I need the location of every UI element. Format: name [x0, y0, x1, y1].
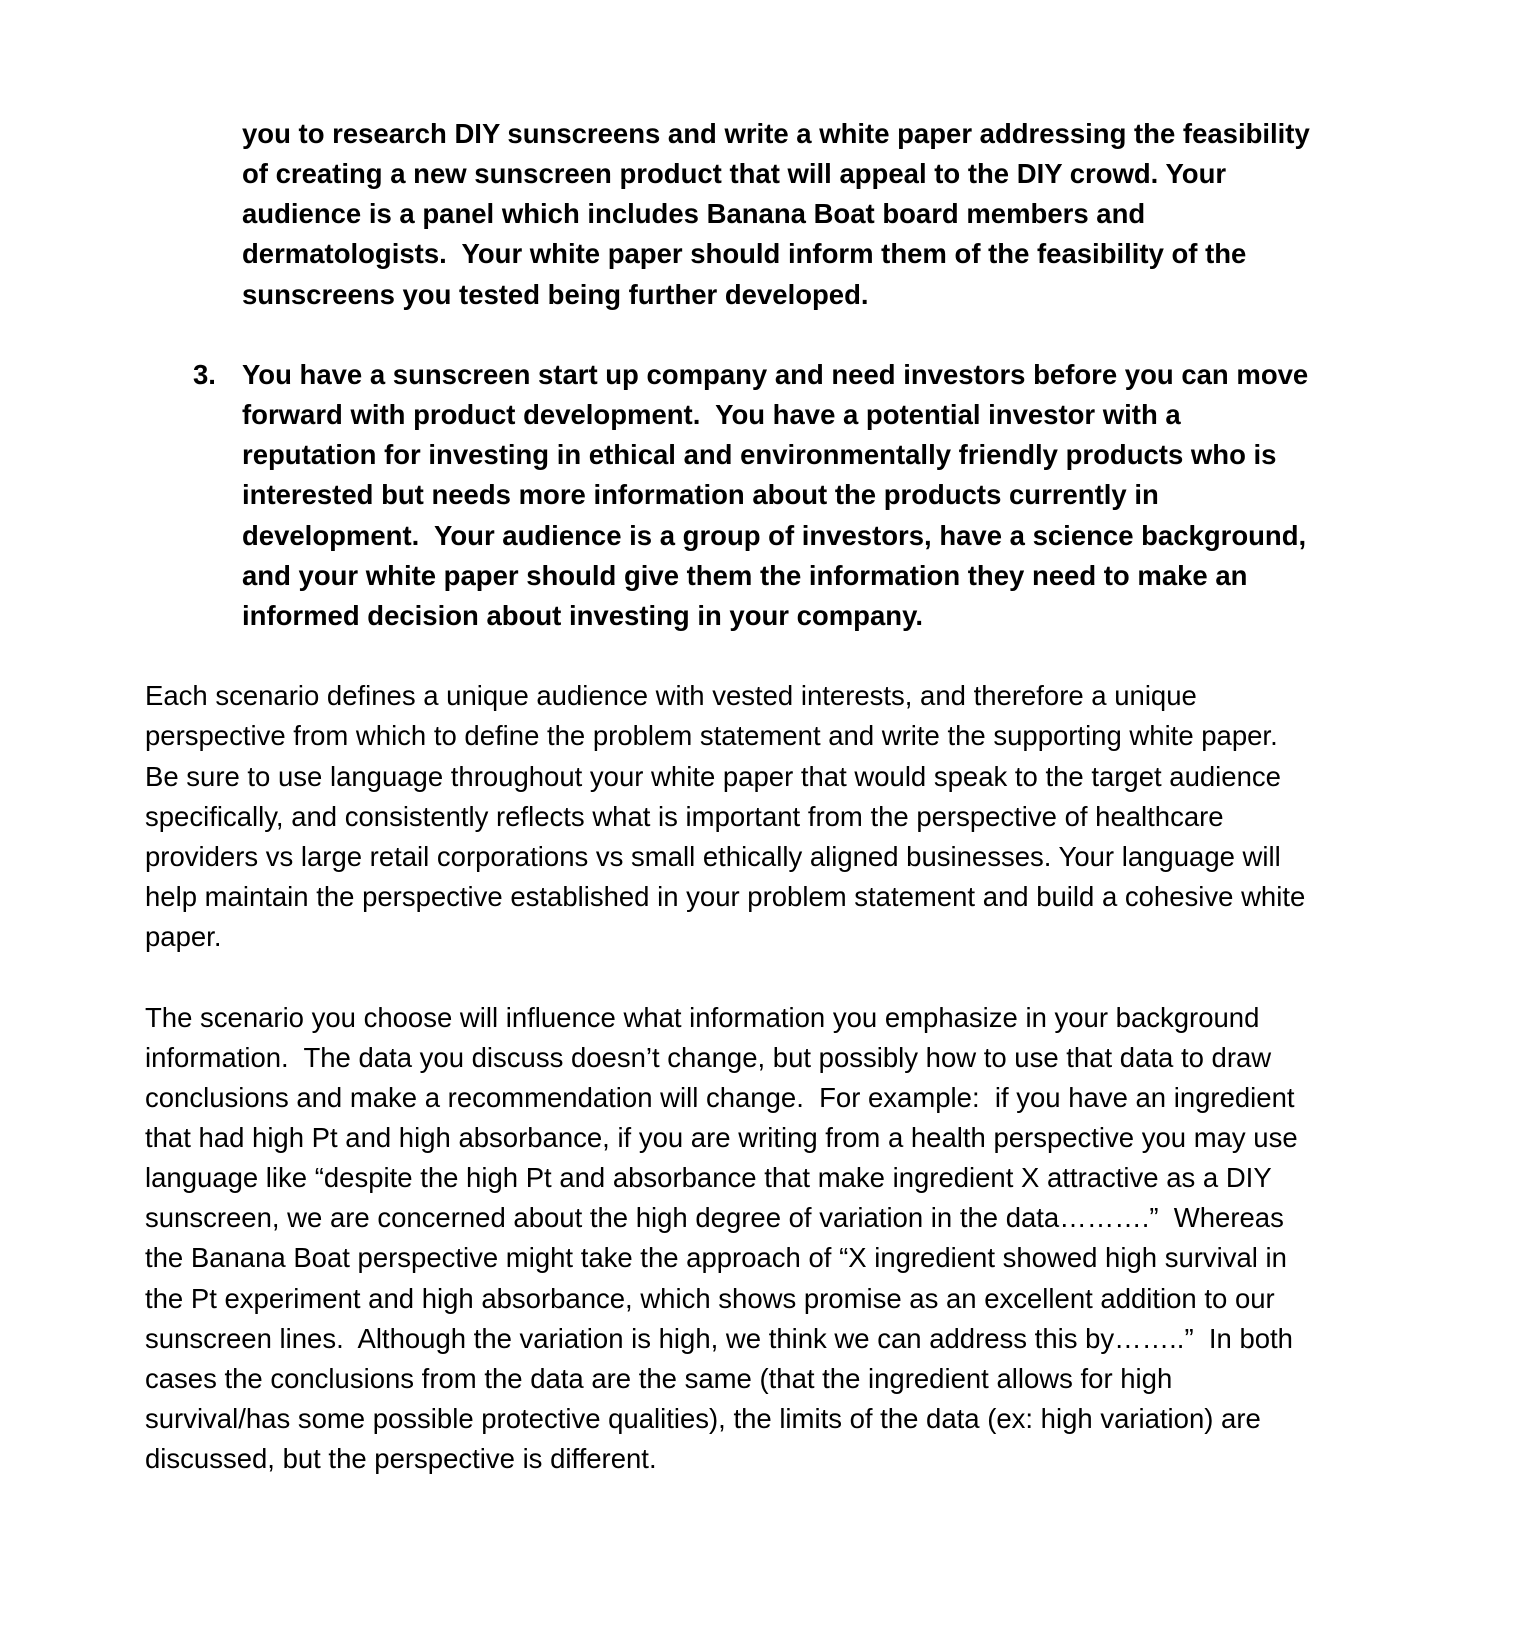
paragraph-line: paper. — [145, 921, 222, 952]
list-item-line: reputation for investing in ethical and environmentally friendly products who is — [242, 439, 1277, 470]
list-item-line: interested but needs more information about the products currently in — [242, 479, 1159, 510]
paragraph-line: The scenario you choose will influence what information you emphasize in your background — [145, 1002, 1260, 1033]
list-item-line: forward with product development. You have a potential investor with a — [242, 399, 1181, 430]
list-item-line: You have a sunscreen start up company and need investors before you can move — [242, 359, 1309, 390]
paragraph-line: Be sure to use language throughout your white paper that would speak to the target audience — [145, 761, 1281, 792]
paragraph-line: language like “despite the high Pt and absorbance that make ingredient X attractive as a DIY — [145, 1162, 1272, 1193]
paragraph-line: information. The data you discuss doesn’t change, but possibly how to use that data to draw — [145, 1042, 1272, 1073]
continued-item-line: audience is a panel which includes Banana Boat board members and — [242, 198, 1146, 229]
list-number: 3. — [193, 359, 216, 390]
paragraph-line: help maintain the perspective established in your problem statement and build a cohesive white — [145, 881, 1306, 912]
paragraph-line: cases the conclusions from the data are the same (that the ingredient allows for high — [145, 1363, 1173, 1394]
paragraph-line: sunscreen, we are concerned about the high degree of variation in the data……….” Whereas — [145, 1202, 1284, 1233]
list-item-line: and your white paper should give them the information they need to make an — [242, 560, 1248, 591]
list-item-line: development. Your audience is a group of investors, have a science background, — [242, 520, 1307, 551]
paragraph-line: conclusions and make a recommendation will change. For example: if you have an ingredient — [145, 1082, 1295, 1113]
paragraph-line: Each scenario defines a unique audience with vested interests, and therefore a unique — [145, 680, 1197, 711]
continued-item-line: dermatologists. Your white paper should inform them of the feasibility of the — [242, 238, 1247, 269]
paragraph-line: specifically, and consistently reflects what is important from the perspective of healthcare — [145, 801, 1224, 832]
continued-item-line: of creating a new sunscreen product that will appeal to the DIY crowd. Your — [242, 158, 1227, 189]
paragraph-line: the Pt experiment and high absorbance, which shows promise as an excellent addition to our — [145, 1283, 1275, 1314]
paragraph-line: perspective from which to define the problem statement and write the supporting white paper. — [145, 720, 1278, 751]
paragraph-line: survival/has some possible protective qualities), the limits of the data (ex: high variation) are — [145, 1403, 1261, 1434]
continued-item-line: you to research DIY sunscreens and write a white paper addressing the feasibility — [242, 118, 1310, 149]
list-item-line: informed decision about investing in your company. — [242, 600, 923, 631]
continued-item-line: sunscreens you tested being further developed. — [242, 279, 869, 310]
paragraph-line: discussed, but the perspective is different. — [145, 1443, 657, 1474]
paragraph-line: the Banana Boat perspective might take the approach of “X ingredient showed high survival in — [145, 1242, 1287, 1273]
paragraph-line: that had high Pt and high absorbance, if you are writing from a health perspective you may use — [145, 1122, 1298, 1153]
paragraph-line: providers vs large retail corporations vs small ethically aligned businesses. Your language will — [145, 841, 1281, 872]
paragraph-line: sunscreen lines. Although the variation is high, we think we can address this by……..” In both — [145, 1323, 1293, 1354]
